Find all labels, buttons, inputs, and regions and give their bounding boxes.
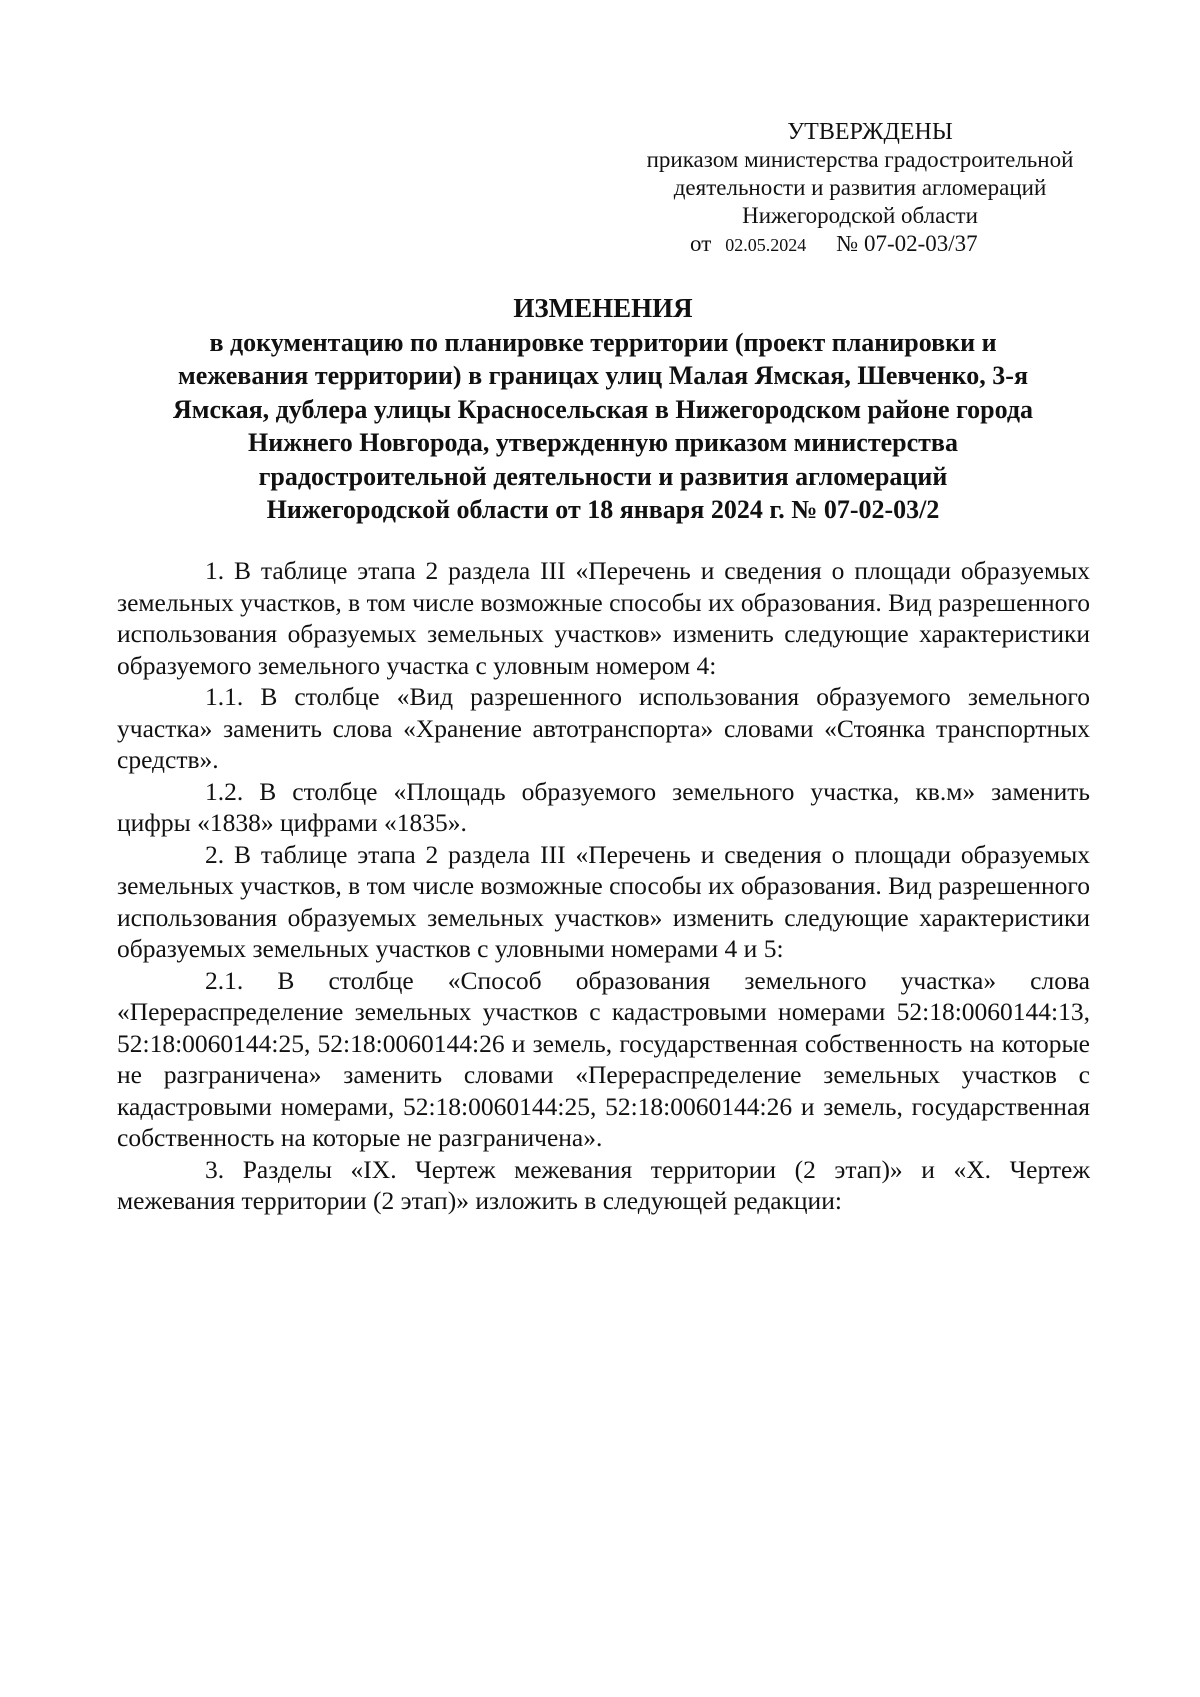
- approval-date-prefix: от: [690, 231, 712, 256]
- paragraph-1-2: 1.2. В столбце «Площадь образуемого земельного участка, кв.м» заменить цифры «1838» цифрами «1835».: [117, 776, 1090, 837]
- document-title: [118, 292, 1088, 527]
- approval-number: № 07-02-03/37: [836, 231, 978, 256]
- title-line-3: Ямская, дублера улицы Красносельская в Нижегородском районе города: [172, 394, 1034, 424]
- title-line-2: межевания территории) в границах улиц Малая Ямская, Шевченко, 3-я: [177, 361, 1029, 390]
- document-heading: ИЗМЕНЕНИЯ: [513, 293, 693, 323]
- paragraph-2-1: 2.1. В столбце «Способ образования земельного участка» слова «Перераспределение земельных участков с кадастровыми номерами 52:18:0060144:13, 52:18:0060144:25, 52:18:0060144:26 и земель, государственная собственность на которые не разграничена» заменить словами «Перераспределение земельных участков с кадастровыми номерами, 52:18:0060144:25, 52:18:0060144:26 и земель, государственная собственность на которые не разграничена».: [117, 965, 1090, 1152]
- approval-order-line-2: деятельности и развития агломераций: [673, 175, 1047, 200]
- approval-order-line-3: Нижегородской области: [742, 203, 978, 228]
- approval-stamp: [620, 118, 1100, 259]
- paragraph-1: 1. В таблице этапа 2 раздела III «Перечень и сведения о площади образуемых земельных участков, в том числе возможные способы их образования. Вид разрешенного использования образуемых земельных участков» изменить следующие характеристики образуемого земельного участка с уловным номером 4:: [117, 556, 1090, 680]
- approval-date: 02.05.2024: [725, 235, 807, 255]
- document-body: [117, 555, 1090, 1217]
- approval-date-line: [620, 230, 1100, 259]
- title-line-4: Нижнего Новгорода, утвержденную приказом министерства: [248, 428, 958, 457]
- approval-label: УТВЕРЖДЕНЫ: [787, 119, 953, 145]
- title-line-1: в документацию по планировке территории (проект планировки и: [209, 327, 997, 357]
- paragraph-3: 3. Разделы «IX. Чертеж межевания территории (2 этап)» и «X. Чертеж межевания территории (2 этап)» изложить в следующей редакции:: [117, 1154, 1090, 1215]
- title-line-5: градостроительной деятельности и развития агломераций: [258, 461, 948, 491]
- approval-order-line-1: приказом министерства градостроительной: [646, 147, 1074, 172]
- paragraph-2: 2. В таблице этапа 2 раздела III «Перечень и сведения о площади образуемых земельных участков, в том числе возможные способы их образования. Вид разрешенного использования образуемых земельных участков» изменить следующие характеристики образуемых земельных участков с уловными номерами 4 и 5:: [117, 839, 1090, 963]
- title-line-6: Нижегородской области от 18 января 2024 г. № 07-02-03/2: [266, 495, 940, 524]
- paragraph-1-1: 1.1. В столбце «Вид разрешенного использования образуемого земельного участка» заменить слова «Хранение автотранспорта» словами «Стоянка транспортных средств».: [117, 682, 1090, 774]
